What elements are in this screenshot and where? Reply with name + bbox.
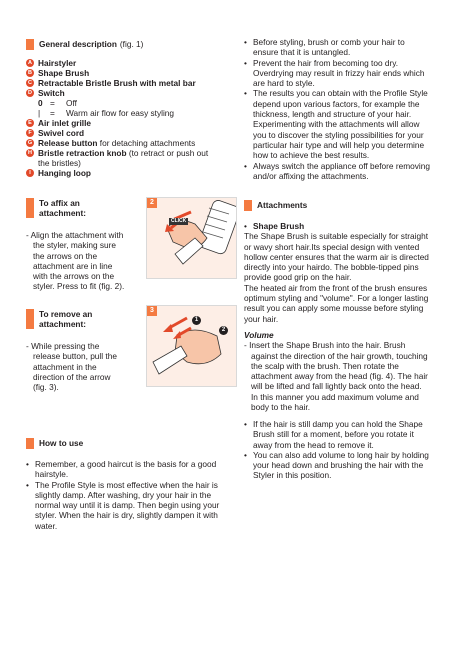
section-marker — [26, 198, 34, 218]
legend-item: F Swivel cord — [26, 128, 84, 138]
switch-warm-row: | = Warm air flow for easy styling — [38, 108, 175, 118]
shape-brush-heading: • Shape Brush — [244, 221, 305, 231]
affix-header — [26, 198, 86, 218]
legend-item: A Hairstyler — [28, 58, 77, 68]
remove-title-line2: attachment: — [39, 319, 87, 329]
remove-header — [26, 309, 92, 329]
affix-title-line2: attachment: — [39, 208, 87, 218]
switch-off-row: 0 = Off — [38, 98, 77, 108]
legend-item: G Release button for detaching attachments — [27, 138, 196, 148]
figure-number: 2 — [147, 198, 157, 208]
legend-item: C Retractable Bristle Brush with metal bar — [28, 78, 196, 88]
legend-item: H Bristle retraction knob (to retract or push out — [28, 148, 209, 158]
section-marker — [26, 309, 34, 329]
figure-3 — [146, 305, 237, 387]
letter-badge: E — [26, 119, 34, 127]
list-item: • You can also add volume to long hair by holding your head down and brushing the hair with the Styler in this position. — [244, 450, 454, 481]
section-marker — [26, 39, 34, 50]
list-item: • The Profile Style is most effective when the hair is slightly damp. After washing, dry your hair in the normal way until it is damp. Then begin using your styler. When the hair is dry, slightly dampen it with water. — [26, 480, 238, 531]
remove-title-line1: To remove an — [39, 309, 93, 319]
section-marker — [26, 438, 34, 449]
section-marker — [244, 200, 252, 211]
attachments-header — [244, 198, 307, 212]
letter-badge: C — [26, 79, 34, 87]
attach-illustration — [147, 198, 236, 278]
letter-badge: B — [26, 69, 34, 77]
general-description-title: General description — [39, 38, 117, 49]
volume-tips-list — [244, 419, 454, 481]
figure-2 — [146, 197, 237, 279]
letter-badge: F — [26, 129, 34, 137]
letter-badge: H — [26, 149, 34, 157]
general-description-figref: (fig. 1) — [119, 38, 144, 49]
legend-item: E Air inlet grille — [26, 118, 91, 128]
letter-badge: D — [26, 89, 34, 97]
general-description-header — [26, 37, 143, 51]
affix-text: - Align the attachment with the styler, making sure the arrows on the attachment are in line with the arrows on the styler. Press to fit (fig. 2). — [26, 230, 125, 292]
legend-item: D Switch — [28, 88, 65, 98]
list-item: • Remember, a good haircut is the basis for a good hairstyle. — [26, 459, 238, 480]
volume-section: Volume - Insert the Shape Brush into the hair. Brush against the direction of the hair growth, touching the scalp with the brush. Then rotate the attachment away from the head (fig. 4). The hair will be lifted and fall lightly back onto the head. In this manner you add maximum volume and body to the hair. — [244, 330, 454, 412]
affix-title-line1: To affix an — [39, 198, 80, 208]
click-label: CLICK — [171, 218, 187, 224]
legend-continuation: the bristles) — [38, 158, 81, 168]
legend-item: B Shape Brush — [28, 68, 90, 78]
shape-brush-section: • Shape Brush The Shape Brush is suitable especially for straight or wavy short hair.Its special design with vented hollow center ensures that the warm air is directed directly into your hairdo. The bobble-tipped pins provide good grip on the hair. The heated air from the front of the brush ensures optimum styling and "volume". For a longer lasting result you can apply some mousse before styling your hair. — [244, 221, 454, 324]
list-item: • The results you can obtain with the Profile Style depend upon various factors, for example the thickness, length and structure of your hair. Experimenting with the attachments will allow you to discover the styling possibilities for your particular hair type and will help you determine how to achieve the best results. — [244, 88, 449, 160]
list-item: • If the hair is still damp you can hold the Shape Brush still for a moment, before you rotate it away from the head to remove it. — [244, 419, 454, 450]
step-2-badge: 2 — [219, 326, 228, 335]
list-item: • Prevent the hair from becoming too dry. Overdrying may result in frizzy hair ends which are hard to style. — [244, 58, 449, 89]
how-to-use-list — [26, 459, 238, 531]
list-item: • Always switch the appliance off before removing and/or affixing the attachments. — [244, 161, 449, 182]
how-to-use-title: How to use — [39, 437, 84, 448]
legend-item: I Hanging loop — [26, 168, 91, 178]
volume-heading: Volume — [244, 330, 274, 340]
remove-text: - While pressing the release button, pull the attachment in the direction of the arrow (fig. 3). — [26, 341, 117, 393]
how-to-use-header — [26, 436, 83, 450]
letter-badge: G — [27, 140, 33, 146]
letter-badge: A — [26, 59, 34, 67]
styling-tips-list — [244, 37, 449, 181]
list-item: • Before styling, brush or comb your hair to ensure that it is untangled. — [244, 37, 449, 58]
figure-number: 3 — [147, 306, 157, 316]
step-1-badge: 1 — [192, 316, 201, 325]
attachments-title: Attachments — [257, 199, 308, 210]
letter-badge: I — [26, 169, 34, 177]
